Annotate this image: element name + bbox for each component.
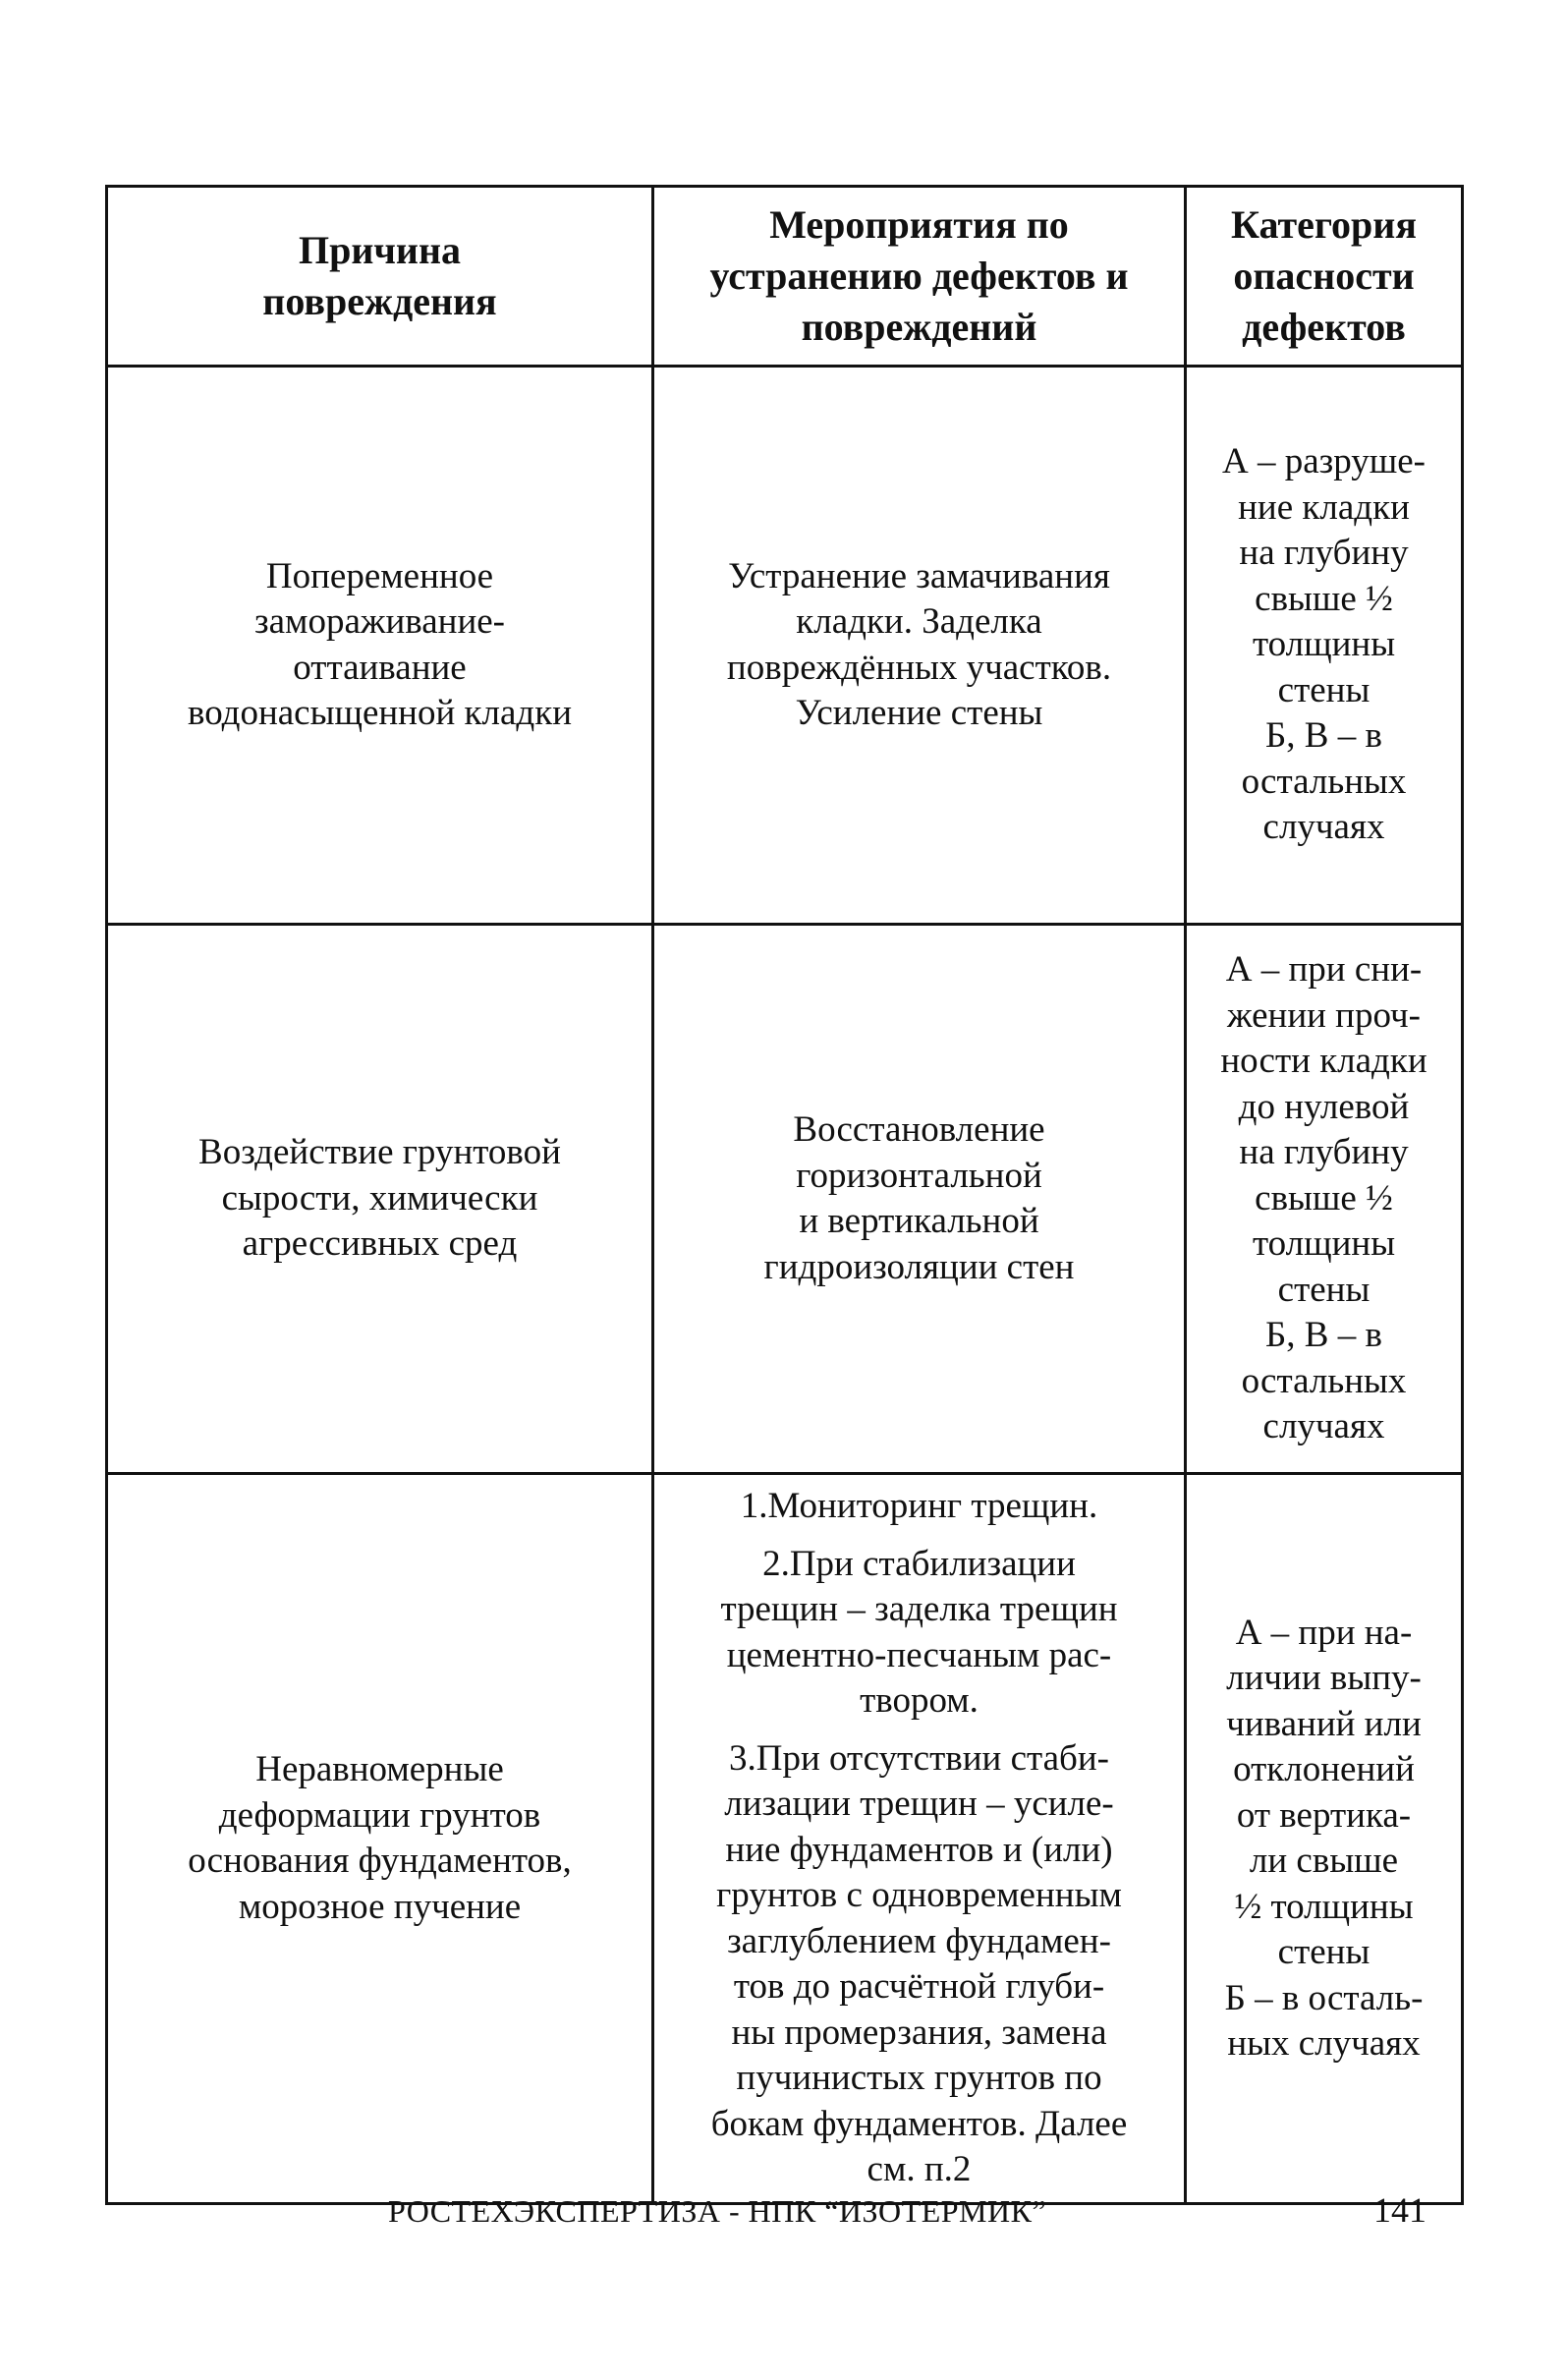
measure-item — [664, 1107, 1174, 1290]
measure-line: 2.При стабилизации — [762, 1543, 1076, 1584]
header-cause-line: Причина — [298, 228, 462, 272]
measure-line: пучинистых грунтов по — [736, 2058, 1102, 2099]
header-category-line: опасности — [1233, 254, 1415, 298]
cause-line: сырости, химически — [221, 1177, 538, 1218]
cell-cause — [107, 925, 653, 1474]
category-line: ние кладки — [1238, 486, 1410, 528]
table-row — [107, 367, 1463, 925]
category-line: толщины — [1252, 624, 1396, 665]
category-line: от вертика- — [1236, 1794, 1412, 1836]
category-line: А – при на- — [1235, 1612, 1413, 1653]
measure-line: заглублением фундамен- — [727, 1920, 1111, 1961]
cell-cause — [107, 1474, 653, 2204]
category-line: случаях — [1262, 1406, 1385, 1447]
measure-line: тов до расчётной глуби- — [733, 1966, 1105, 2008]
category-line: чиваний или — [1226, 1703, 1422, 1744]
cell-cause — [107, 367, 653, 925]
measure-line: 3.При отсутствии стаби- — [728, 1737, 1110, 1779]
cause-line: основания фундаментов, — [188, 1841, 572, 1881]
category-line: толщины — [1252, 1223, 1396, 1265]
header-category — [1186, 187, 1463, 367]
category-line: на глубину — [1239, 1132, 1409, 1173]
category-line: на глубину — [1239, 533, 1409, 574]
cell-category — [1186, 367, 1463, 925]
category-line: остальных — [1241, 761, 1407, 802]
measure-line: бокам фундаментов. Далее — [710, 2103, 1128, 2144]
category-line: Б – в осталь- — [1224, 1977, 1424, 2018]
cause-line: деформации грунтов — [218, 1794, 541, 1836]
cell-measures — [653, 367, 1186, 925]
category-line: свыше ½ — [1255, 1177, 1393, 1218]
footer-publisher: РОСТЕХЭКСПЕРТИЗА - НПК “ИЗОТЕРМИК” — [388, 2193, 1047, 2229]
measure-line: ние фундаментов и (или) — [725, 1829, 1113, 1870]
header-measures-line: повреждений — [801, 305, 1037, 349]
category-line: до нулевой — [1238, 1086, 1410, 1127]
header-row — [107, 187, 1463, 367]
measure-line: Восстановление — [793, 1109, 1045, 1150]
measure-item — [664, 1484, 1174, 1530]
category-line: стены — [1277, 669, 1370, 710]
cause-line: водонасыщенной кладки — [187, 693, 572, 733]
table-row — [107, 1474, 1463, 2204]
measure-line: гидроизоляции стен — [763, 1246, 1075, 1287]
header-category-line: Категория — [1231, 202, 1417, 247]
measure-line: лизации трещин – усиле- — [724, 1784, 1114, 1825]
category-line: жении проч- — [1227, 994, 1421, 1036]
measure-line: грунтов с одновременным — [716, 1875, 1122, 1916]
cause-line: морозное пучение — [238, 1886, 522, 1927]
category-line: ности кладки — [1220, 1041, 1427, 1082]
header-cause-line: повреждения — [262, 279, 497, 323]
cell-category — [1186, 925, 1463, 1474]
measure-item — [664, 1736, 1174, 2193]
category-line: А – при сни- — [1225, 949, 1423, 991]
defects-table — [105, 185, 1464, 2205]
measure-item — [664, 1542, 1174, 1725]
cause-line: Воздействие грунтовой — [198, 1132, 561, 1173]
header-category-line: дефектов — [1242, 305, 1406, 349]
category-line: случаях — [1262, 807, 1385, 848]
header-cause — [107, 187, 653, 367]
measure-line: и вертикальной — [799, 1201, 1039, 1241]
measure-line: Устранение замачивания — [728, 555, 1110, 596]
header-measures-line: Мероприятия по — [769, 202, 1069, 247]
measure-line: твором. — [860, 1680, 979, 1722]
measure-line: цементно-песчаным рас- — [726, 1634, 1112, 1675]
cause-line: Неравномерные — [255, 1749, 504, 1789]
cause-line: замораживание- — [254, 601, 505, 642]
category-line: стены — [1277, 1269, 1370, 1310]
measure-line: кладки. Заделка — [796, 601, 1042, 642]
header-measures — [653, 187, 1186, 367]
measure-item — [664, 554, 1174, 737]
header-measures-line: устранению дефектов и — [709, 254, 1129, 298]
category-line: ных случаях — [1227, 2023, 1421, 2064]
category-line: стены — [1277, 1932, 1370, 1972]
table-row — [107, 925, 1463, 1474]
category-line: отклонений — [1233, 1749, 1415, 1789]
measure-line: ны промерзания, замена — [731, 2012, 1107, 2053]
category-line: Б, В – в — [1265, 715, 1382, 757]
category-line: А – разруше- — [1221, 441, 1426, 482]
category-line: ½ толщины — [1234, 1886, 1414, 1927]
cell-category — [1186, 1474, 1463, 2204]
cause-line: оттаивание — [293, 647, 467, 688]
measure-line: Усиление стены — [795, 693, 1043, 733]
cell-measures — [653, 1474, 1186, 2204]
measure-line: трещин – заделка трещин — [720, 1589, 1118, 1630]
measure-line: горизонтальной — [796, 1155, 1042, 1196]
cause-line: агрессивных сред — [242, 1223, 518, 1265]
measure-line: см. п.2 — [867, 2149, 972, 2190]
category-line: ли свыше — [1249, 1841, 1399, 1881]
measure-line: повреждённых участков. — [726, 647, 1112, 688]
category-line: Б, В – в — [1265, 1315, 1382, 1356]
cause-line: Попеременное — [265, 555, 494, 596]
category-line: остальных — [1241, 1360, 1407, 1401]
category-line: личии выпу- — [1226, 1658, 1422, 1698]
measure-line: 1.Мониторинг трещин. — [740, 1486, 1098, 1527]
page-number: 141 — [1373, 2190, 1426, 2230]
category-line: свыше ½ — [1255, 578, 1393, 619]
cell-measures — [653, 925, 1186, 1474]
